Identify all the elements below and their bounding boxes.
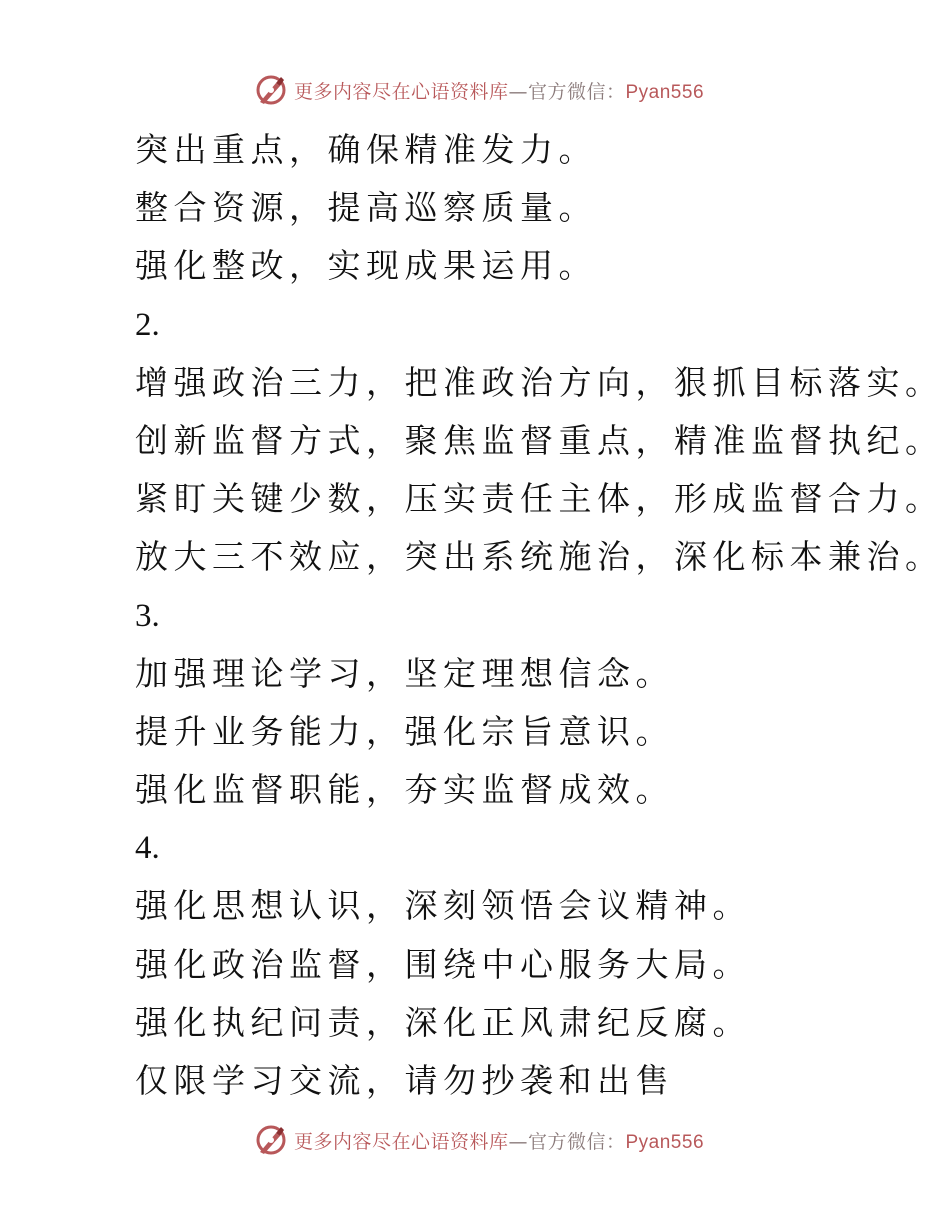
text-line: 放大三不效应，突出系统施治，深化标本兼治。 bbox=[135, 537, 944, 577]
section-number: 2. bbox=[135, 306, 160, 343]
watermark-separator-text: —官方微信： bbox=[508, 80, 626, 103]
text-line: 强化整改，实现成果运用。 bbox=[135, 246, 597, 286]
text-line: 紧盯关键少数，压实责任主体，形成监督合力。 bbox=[135, 479, 944, 519]
text-line: 强化监督职能，夯实监督成效。 bbox=[135, 770, 674, 810]
pen-circle-logo-icon bbox=[254, 1123, 288, 1157]
text-line: 强化执纪问责，深化正风肃纪反腐。 bbox=[135, 1002, 751, 1042]
section-number: 3. bbox=[135, 597, 160, 634]
text-line: 创新监督方式，聚焦监督重点，精准监督执纪。 bbox=[135, 420, 944, 460]
header-watermark bbox=[0, 70, 950, 110]
text-line: 强化政治监督，围绕中心服务大局。 bbox=[135, 944, 751, 984]
pen-circle-logo-icon bbox=[254, 73, 288, 107]
watermark-text bbox=[294, 1127, 704, 1154]
watermark-handle: Pyan556 bbox=[625, 81, 705, 103]
footer-watermark-inner bbox=[254, 1123, 704, 1157]
text-line: 增强政治三力，把准政治方向，狠抓目标落实。 bbox=[135, 362, 944, 402]
section-number: 4. bbox=[135, 830, 160, 867]
text-line: 突出重点，确保精准发力。 bbox=[135, 130, 597, 169]
watermark-text bbox=[294, 77, 704, 104]
watermark-separator-text: —官方微信： bbox=[508, 1130, 626, 1153]
watermark-handle: Pyan556 bbox=[625, 1131, 705, 1153]
text-line: 强化思想认识，深刻领悟会议精神。 bbox=[135, 886, 751, 926]
watermark-main-text: 更多内容尽在心语资料库 bbox=[293, 1130, 509, 1153]
text-line: 加强理论学习，坚定理想信念。 bbox=[135, 653, 674, 693]
document-body bbox=[135, 121, 944, 1110]
watermark-main-text: 更多内容尽在心语资料库 bbox=[293, 80, 509, 103]
text-line: 整合资源，提高巡察质量。 bbox=[135, 188, 597, 228]
text-line: 提升业务能力，强化宗旨意识。 bbox=[135, 711, 674, 751]
text-line: 仅限学习交流，请勿抄袭和出售 bbox=[135, 1061, 674, 1100]
header-watermark-inner bbox=[254, 73, 704, 107]
footer-watermark bbox=[0, 1120, 950, 1160]
